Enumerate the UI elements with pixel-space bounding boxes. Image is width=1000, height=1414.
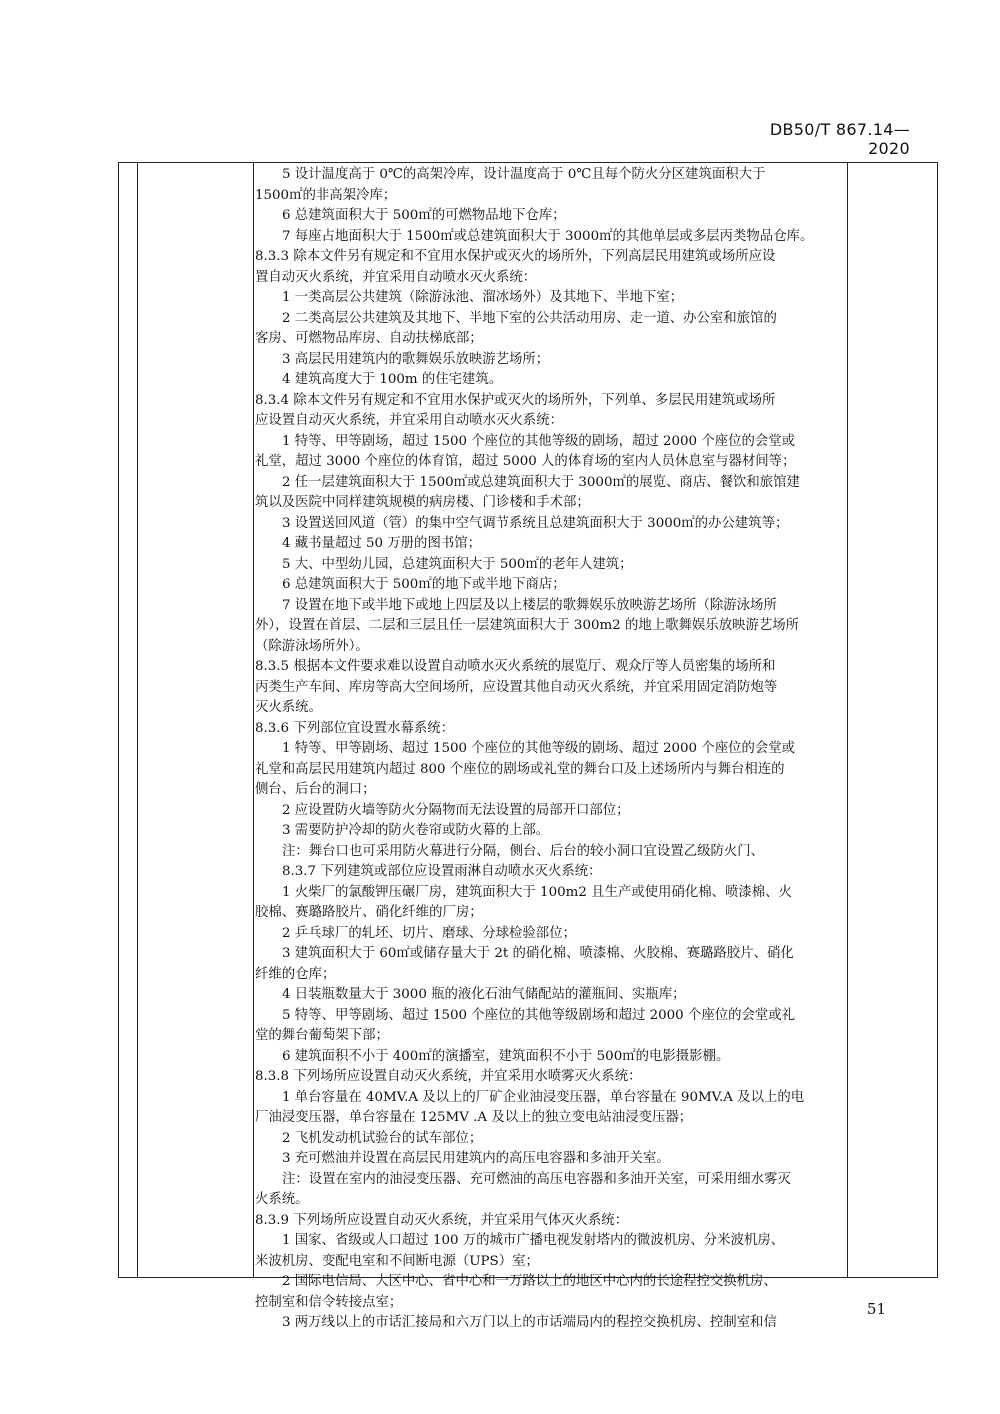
text-line: 6 建筑面积不小于 400㎡的演播室，建筑面积不小于 500㎡的电影摄影棚。 xyxy=(282,1048,730,1064)
text-line: 2 任一层建筑面积大于 1500㎡或总建筑面积大于 3000㎡的展览、商店、餐饮和旅馆建 xyxy=(282,474,800,490)
content-cell xyxy=(255,163,845,1330)
text-line: （除游泳场所外）。 xyxy=(255,638,369,654)
text-line: 侧台、后台的洞口； xyxy=(255,782,376,797)
page-number: 51 xyxy=(866,1300,886,1318)
document-code: DB50/T 867.14—2020 xyxy=(769,120,910,158)
text-line: 7 设置在地下或半地下或地上四层及以上楼层的歌舞娱乐放映游艺场所（除游泳场所 xyxy=(282,597,777,613)
text-line: 8.3.5 根据本文件要求难以设置自动喷水灭火系统的展览厅、观众厅等人员密集的场所和 xyxy=(255,659,776,674)
text-line: 7 每座占地面积大于 1500㎡或总建筑面积大于 3000㎡的其他单层或多层丙类物品仓库。 xyxy=(282,228,814,244)
text-line: 2 应设置防火墙等防火分隔物而无法设置的局部开口部位； xyxy=(282,802,630,818)
text-line: 4 建筑高度大于 100m 的住宅建筑。 xyxy=(282,372,503,387)
text-line: 堂的舞台葡萄架下部； xyxy=(255,1028,389,1043)
text-line: 3 充可燃油并设置在高层民用建筑内的高压电容器和多油开关室。 xyxy=(282,1151,670,1166)
text-line: 8.3.9 下列场所应设置自动灭火系统，并宜采用气体灭火系统： xyxy=(255,1212,629,1228)
text-line: 2 二类高层公共建筑及其地下、半地下室的公共活动用房、走一道、办公室和旅馆的 xyxy=(282,310,777,326)
text-line: 4 日装瓶数量大于 3000 瓶的液化石油气储配站的灌瓶间、实瓶库； xyxy=(282,987,686,1002)
text-line: 8.3.4 除本文件另有规定和不宜用水保护或灭火的场所外，下列单、多层民用建筑或场所 xyxy=(255,392,776,408)
text-line: 丙类生产车间、库房等高大空间场所，应设置其他自动灭火系统，并宜采用固定消防炮等 xyxy=(255,679,778,695)
text-line: 1 国家、省级或人口超过 100 万的城市广播电视发射塔内的微波机房、分米波机房、 xyxy=(282,1233,785,1248)
text-line: 外），设置在首层、二层和三层且任一层建筑面积大于 300m2 的地上歌舞娱乐放映游艺场所 xyxy=(255,618,800,633)
column-divider xyxy=(253,163,254,1277)
text-line: 厂油浸变压器，单台容量在 125MV .A 及以上的独立变电站油浸变压器； xyxy=(255,1110,693,1125)
text-line: 1500㎡的非高架冷库； xyxy=(255,187,397,203)
text-line: 2 国际电信局、大区中心、省中心和一万路以上的地区中心内的长途程控交换机房、 xyxy=(282,1274,777,1289)
text-line: 1 特等、甲等剧场、超过 1500 个座位的其他等级的剧场、超过 2000 个座位的会堂或 xyxy=(282,741,796,756)
text-line: 8.3.6 下列部位宜设置水幕系统： xyxy=(255,720,455,736)
text-line: 纤维的仓库； xyxy=(255,966,336,982)
text-line: 米波机房、变配电室和不间断电源（UPS）室； xyxy=(255,1253,539,1269)
text-line: 3 高层民用建筑内的歌舞娱乐放映游艺场所； xyxy=(282,351,550,367)
text-line: 3 设置送回风道（管）的集中空气调节系统且总建筑面积大于 3000㎡的办公建筑等； xyxy=(282,515,789,531)
text-line: 礼堂和高层民用建筑内超过 800 个座位的剧场或礼堂的舞台口及上述场所内与舞台相连的 xyxy=(255,761,785,777)
text-line: 礼堂，超过 3000 个座位的体育馆，超过 5000 人的体育场的室内人员休息室与器材间等； xyxy=(255,454,796,469)
text-line: 1 单台容量在 40MV.A 及以上的厂矿企业油浸变压器，单台容量在 90MV.A 及以上的电 xyxy=(282,1089,805,1105)
text-line: 3 两万线以上的市话汇接局和六万门以上的市话端局内的程控交换机房、控制室和信 xyxy=(282,1315,777,1330)
text-line: 5 大、中型幼儿园，总建筑面积大于 500㎡的老年人建筑； xyxy=(282,556,633,572)
text-line: 1 特等、甲等剧场，超过 1500 个座位的其他等级的剧场，超过 2000 个座位的会堂或 xyxy=(282,433,796,449)
text-line: 火系统。 xyxy=(255,1192,309,1207)
text-line: 2 乒乓球厂的轧坯、切片、磨球、分球检验部位； xyxy=(282,925,576,941)
column-divider xyxy=(137,163,138,1277)
text-line: 6 总建筑面积大于 500㎡的可燃物品地下仓库； xyxy=(282,208,566,223)
text-line: 应设置自动灭火系统，并宜采用自动喷水灭火系统： xyxy=(255,413,563,428)
text-line: 客房、可燃物品库房、自动扶梯底部； xyxy=(255,331,483,346)
text-line: 6 总建筑面积大于 500㎡的地下或半地下商店； xyxy=(282,577,566,592)
text-line: 注：舞台口也可采用防火幕进行分隔，侧台、后台的较小洞口宜设置乙级防火门、 xyxy=(282,843,765,859)
text-line: 灭火系统。 xyxy=(255,700,322,715)
text-line: 5 设计温度高于 0℃的高架冷库，设计温度高于 0℃且每个防火分区建筑面积大于 xyxy=(282,167,766,182)
text-line: 5 特等、甲等剧场、超过 1500 个座位的其他等级剧场和超过 2000 个座位的会堂或礼 xyxy=(282,1007,796,1023)
text-line: 控制室和信令转接点室； xyxy=(255,1294,403,1310)
text-line: 1 火柴厂的氯酸钾压碾厂房，建筑面积大于 100m2 且生产或使用硝化棉、喷漆棉、火 xyxy=(282,884,792,900)
text-line: 2 飞机发动机试验台的试车部位； xyxy=(282,1130,483,1146)
text-line: 4 藏书量超过 50 万册的图书馆； xyxy=(282,536,482,551)
text-line: 注：设置在室内的油浸变压器、充可燃油的高压电容器和多油开关室，可采用细水雾灭 xyxy=(282,1171,791,1187)
text-line: 8.3.7 下列建筑或部位应设置雨淋自动喷水灭火系统： xyxy=(282,864,602,879)
text-line: 8.3.8 下列场所应设置自动灭火系统，并宜采用水喷雾灭火系统： xyxy=(255,1069,642,1084)
text-line: 3 需要防护冷却的防火卷帘或防火幕的上部。 xyxy=(282,823,550,838)
text-line: 筑以及医院中同样建筑规模的病房楼、门诊楼和手术部； xyxy=(255,495,590,510)
text-line: 胶棉、赛璐路胶片、硝化纤维的厂房； xyxy=(255,905,483,920)
text-line: 置自动灭火系统，并宜采用自动喷水灭火系统： xyxy=(255,269,537,285)
text-line: 1 一类高层公共建筑（除游泳池、溜冰场外）及其地下、半地下室； xyxy=(282,290,684,305)
text-line: 8.3.3 除本文件另有规定和不宜用水保护或灭火的场所外，下列高层民用建筑或场所应设 xyxy=(255,249,776,264)
column-divider xyxy=(847,163,848,1277)
text-line: 3 建筑面积大于 60㎡或储存量大于 2t 的硝化棉、喷漆棉、火胶棉、赛璐路胶片、硝化 xyxy=(282,946,794,961)
